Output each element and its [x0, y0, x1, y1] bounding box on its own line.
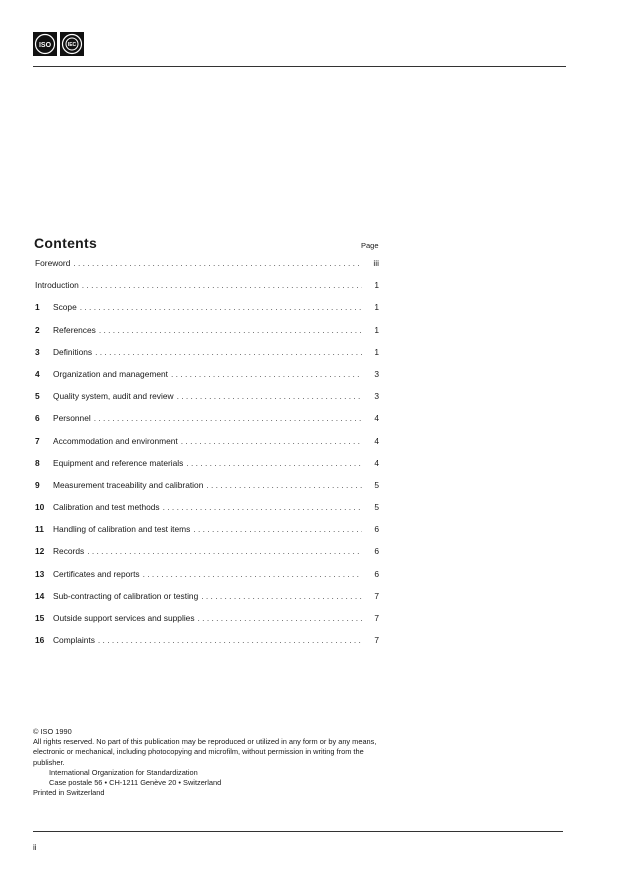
- toc-entry-number: 6: [35, 413, 40, 424]
- toc-leader-dots: [94, 413, 362, 423]
- toc-entry-page: 6: [374, 568, 379, 579]
- toc-entry-accommodation[interactable]: [35, 436, 379, 458]
- toc-entry-number: 4: [35, 368, 40, 379]
- toc-entry-page: 7: [374, 635, 379, 646]
- toc-entry-page: iii: [373, 258, 379, 268]
- toc-entry-number: 7: [35, 435, 40, 446]
- toc-entry-number: 1: [35, 302, 40, 313]
- toc-leader-dots: [80, 302, 362, 312]
- toc-entry-scope[interactable]: [35, 302, 379, 324]
- toc-entry-page: 5: [374, 479, 379, 490]
- toc-entry-title: Introduction: [35, 280, 79, 291]
- toc-leader-dots: [198, 613, 362, 623]
- toc-entry-page: 4: [374, 457, 379, 468]
- bottom-rule: [33, 831, 563, 832]
- toc-entry-number: 3: [35, 346, 40, 357]
- toc-entry-title: Personnel: [53, 413, 91, 424]
- organization-name: International Organization for Standardization: [49, 767, 198, 777]
- toc-entry-complaints[interactable]: [35, 635, 379, 657]
- toc-entry-title: Records: [53, 546, 85, 557]
- toc-entry-page: 1: [374, 302, 379, 313]
- toc-entry-title: Certificates and reports: [53, 568, 140, 579]
- toc-leader-dots: [95, 347, 362, 357]
- toc-entry-page: 6: [374, 524, 379, 535]
- toc-entry-title: Scope: [53, 302, 77, 313]
- toc-leader-dots: [201, 591, 362, 601]
- toc-entry-definitions[interactable]: [35, 347, 379, 369]
- toc-entry-number: 12: [35, 546, 45, 557]
- toc-entry-certificates[interactable]: [35, 569, 379, 591]
- table-of-contents: [35, 258, 379, 657]
- toc-entry-title: Foreword: [35, 258, 71, 268]
- printed-in: Printed in Switzerland: [33, 788, 105, 798]
- toc-entry-title: Complaints: [53, 635, 95, 646]
- copyright-notice: [33, 727, 378, 798]
- iso-logo-graphic: [34, 33, 56, 55]
- toc-leader-dots: [193, 524, 362, 534]
- toc-entry-number: 10: [35, 502, 45, 513]
- toc-entry-number: 16: [35, 635, 45, 646]
- toc-entry-page: 4: [374, 413, 379, 424]
- toc-entry-number: 5: [35, 391, 40, 402]
- toc-entry-foreword[interactable]: [35, 258, 379, 280]
- toc-entry-references[interactable]: [35, 325, 379, 347]
- toc-entry-number: 8: [35, 457, 40, 468]
- toc-entry-number: 11: [35, 524, 44, 535]
- rights-statement: All rights reserved. No part of this publication may be reproduced or utilized in any form or by any means, electronic or mechanical, including photocopying and microfilm, without permission in writing from the publisher.: [33, 737, 377, 767]
- iec-logo-icon: [60, 32, 84, 56]
- toc-leader-dots: [143, 569, 362, 579]
- toc-leader-dots: [163, 502, 362, 512]
- toc-entry-personnel[interactable]: [35, 413, 379, 435]
- toc-entry-methods[interactable]: [35, 502, 379, 524]
- toc-entry-page: 7: [374, 590, 379, 601]
- toc-entry-title: Organization and management: [53, 368, 168, 379]
- toc-entry-title: Sub-contracting of calibration or testing: [53, 590, 199, 601]
- toc-entry-page: 4: [374, 435, 379, 446]
- toc-entry-page: 1: [374, 324, 379, 335]
- toc-entry-page: 5: [374, 502, 379, 513]
- toc-entry-title: Measurement traceability and calibration: [53, 479, 204, 490]
- iso-logo-text: ISO: [38, 42, 52, 49]
- iec-logo-text: IEC: [67, 42, 77, 48]
- toc-leader-dots: [99, 325, 362, 335]
- toc-entry-title: Handling of calibration and test items: [53, 524, 191, 535]
- page-title: Contents: [34, 235, 98, 251]
- toc-leader-dots: [73, 258, 362, 268]
- logo-group: [33, 32, 84, 56]
- iso-logo-icon: [33, 32, 57, 56]
- toc-entry-title: Quality system, audit and review: [53, 391, 174, 402]
- toc-entry-page: 1: [374, 280, 379, 291]
- toc-entry-quality-system[interactable]: [35, 391, 379, 413]
- toc-entry-number: 14: [35, 590, 45, 601]
- page-number: ii: [33, 843, 37, 852]
- toc-entry-handling[interactable]: [35, 524, 379, 546]
- toc-entry-outside-support[interactable]: [35, 613, 379, 635]
- toc-entry-title: Calibration and test methods: [53, 502, 160, 513]
- toc-leader-dots: [171, 369, 362, 379]
- toc-entry-introduction[interactable]: [35, 280, 379, 302]
- toc-entry-page: 3: [374, 368, 379, 379]
- toc-entry-title: References: [53, 324, 96, 335]
- toc-entry-page: 7: [374, 613, 379, 623]
- toc-entry-number: 2: [35, 324, 40, 335]
- toc-entry-title: Outside support services and supplies: [53, 613, 195, 623]
- toc-leader-dots: [98, 635, 362, 645]
- toc-entry-page: 1: [374, 346, 379, 357]
- toc-leader-dots: [87, 546, 362, 556]
- toc-entry-title: Accommodation and environment: [53, 435, 178, 446]
- toc-leader-dots: [186, 458, 362, 468]
- toc-entry-traceability[interactable]: [35, 480, 379, 502]
- toc-leader-dots: [177, 391, 362, 401]
- toc-leader-dots: [181, 436, 362, 446]
- copyright-line: © ISO 1990: [33, 727, 72, 736]
- toc-entry-title: Definitions: [53, 346, 93, 357]
- page-column-heading: Page: [361, 241, 379, 250]
- toc-entry-page: 6: [374, 546, 379, 557]
- toc-entry-records[interactable]: [35, 546, 379, 568]
- toc-leader-dots: [206, 480, 362, 490]
- top-rule: [33, 66, 566, 67]
- organization-address: Case postale 56 • CH-1211 Genève 20 • Switzerland: [49, 778, 222, 788]
- toc-entry-subcontracting[interactable]: [35, 591, 379, 613]
- toc-entry-equipment[interactable]: [35, 458, 379, 480]
- toc-entry-organization[interactable]: [35, 369, 379, 391]
- toc-entry-number: 15: [35, 613, 45, 623]
- toc-entry-number: 9: [35, 479, 40, 490]
- iec-logo-graphic: [61, 33, 83, 55]
- toc-entry-page: 3: [374, 391, 379, 402]
- toc-entry-number: 13: [35, 568, 45, 579]
- toc-entry-title: Equipment and reference materials: [53, 457, 184, 468]
- toc-leader-dots: [82, 280, 362, 290]
